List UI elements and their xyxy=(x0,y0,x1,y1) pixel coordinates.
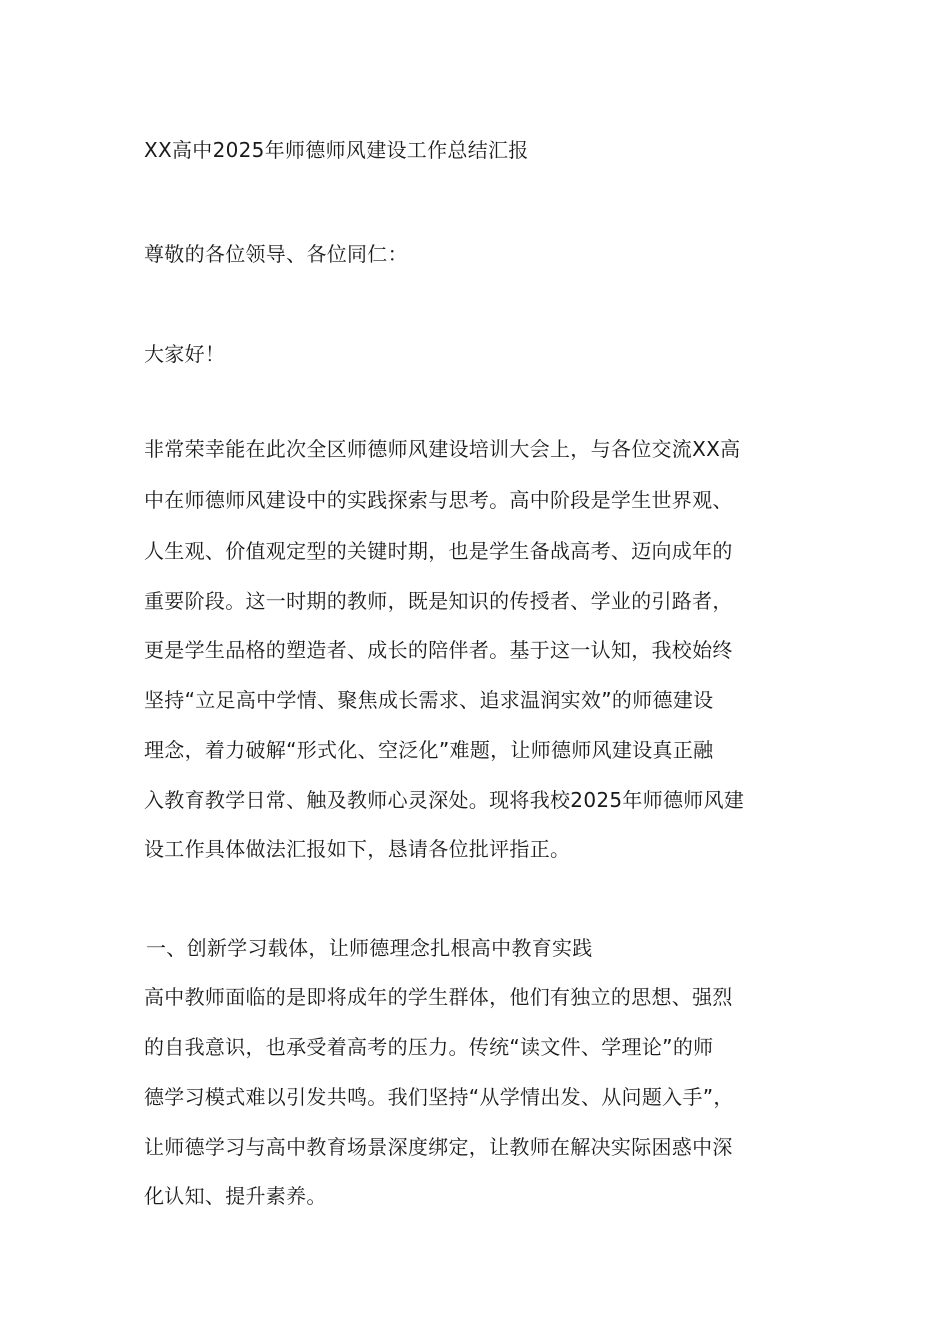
intro-line: 设工作具体做法汇报如下，恳请各位批评指正。 xyxy=(144,837,571,861)
intro-line: 入教育教学日常、触及教师心灵深处。现将我校2025年师德师风建 xyxy=(144,788,745,812)
section-line: 化认知、提升素养。 xyxy=(144,1184,327,1208)
section-line: 高中教师面临的是即将成年的学生群体，他们有独立的思想、强烈 xyxy=(144,985,733,1009)
intro-line: 坚持“立足高中学情、聚焦成长需求、追求温润实效”的师德建设 xyxy=(144,688,714,712)
intro-line: 中在师德师风建设中的实践探索与思考。高中阶段是学生世界观、 xyxy=(144,488,733,512)
document-title: XX高中2025年师德师风建设工作总结汇报 xyxy=(144,138,529,162)
intro-line: 非常荣幸能在此次全区师德师风建设培训大会上，与各位交流XX高 xyxy=(144,437,741,461)
intro-line: 更是学生品格的塑造者、成长的陪伴者。基于这一认知，我校始终 xyxy=(144,638,733,662)
greeting: 大家好！ xyxy=(144,342,226,366)
intro-line: 人生观、价值观定型的关键时期，也是学生备战高考、迈向成年的 xyxy=(144,539,733,563)
section-line: 德学习模式难以引发共鸣。我们坚持“从学情出发、从问题入手”， xyxy=(144,1085,734,1109)
intro-line: 理念，着力破解“形式化、空泛化”难题，让师德师风建设真正融 xyxy=(144,738,714,762)
intro-line: 重要阶段。这一时期的教师，既是知识的传授者、学业的引路者， xyxy=(144,589,733,613)
section-line: 的自我意识，也承受着高考的压力。传统“读文件、学理论”的师 xyxy=(144,1035,714,1059)
section-line: 让师德学习与高中教育场景深度绑定，让教师在解决实际困惑中深 xyxy=(144,1135,733,1159)
section-heading: 一、创新学习载体，让师德理念扎根高中教育实践 xyxy=(146,936,593,960)
salutation: 尊敬的各位领导、各位同仁： xyxy=(144,242,408,266)
